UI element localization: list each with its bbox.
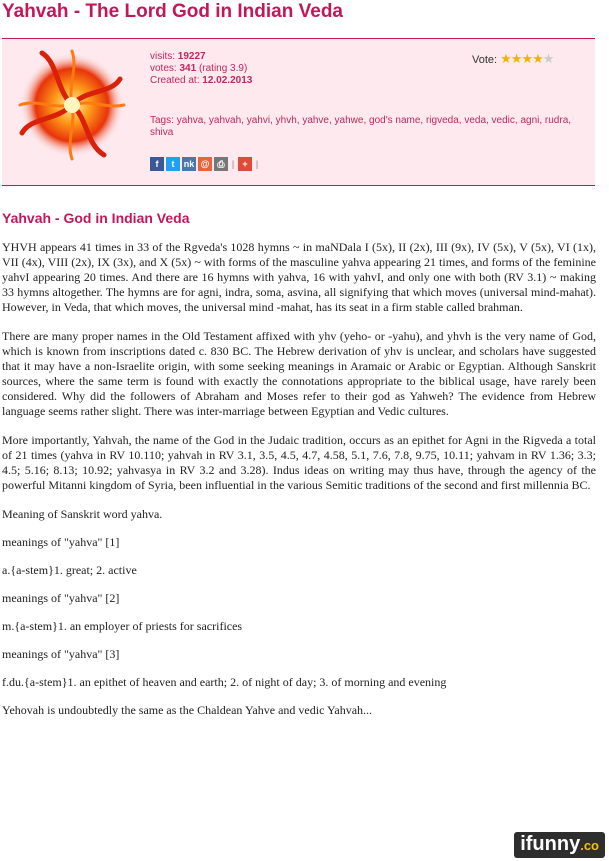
created-date: 12.02.2013 xyxy=(202,75,253,86)
star-icon[interactable]: ★ xyxy=(510,51,522,66)
votes-count: 341 xyxy=(179,63,197,74)
paragraph: Yehovah is undoubtedly the same as the Chaldean Yahve and vedic Yahvah... xyxy=(2,703,373,717)
vote-widget xyxy=(472,51,553,67)
rating-text: (rating 3.9) xyxy=(198,63,248,74)
facebook-icon[interactable]: f xyxy=(150,157,164,171)
paragraph: m.{a-stem}1. an employer of priests for sacrifices xyxy=(2,619,243,633)
share-bar xyxy=(150,157,260,171)
created-row xyxy=(150,75,580,87)
watermark-suffix: .co xyxy=(580,838,599,853)
paragraph: meanings of "yahva" [1] xyxy=(2,535,120,549)
paragraph: More importantly, Yahvah, the name of the God in the Judaic tradition, occurs as an epithet for Agni in the Rigveda a total of 21 times (yahva in RV 10.110; yahvah in RV 3.1, 3.5, 4.5, 4.7, 4.58, 5.1, 7.6, 7.8, 9.75, 10.11; yahvam in RV 1.36; 3.3; 4.5; 5.16; 8.13; 10.92; yahvasya in RV 3.2 and 3.28). Indus ideas on writing may thus have, through the agency of the powerful Mitanni kingdom of Syria, been influential in the various Semitic traditions of the second and first millennia BC. xyxy=(2,433,596,492)
rating-stars[interactable] xyxy=(500,51,553,66)
plus-icon[interactable]: + xyxy=(238,157,252,171)
created-label: Created at: xyxy=(150,75,200,86)
info-box xyxy=(2,38,595,186)
separator: | xyxy=(231,159,235,169)
visits-label: visits: xyxy=(150,51,175,62)
tags-list[interactable]: yahva, yahvah, yahvi, yhvh, yahve, yahwe, god's name, rigveda, veda, vedic, agni, rudra, shiva xyxy=(150,115,572,138)
star-icon[interactable]: ★ xyxy=(542,51,554,66)
print-icon[interactable]: ⎙ xyxy=(214,157,228,171)
mail-icon[interactable]: @ xyxy=(198,157,212,171)
paragraph: a.{a-stem}1. great; 2. active xyxy=(2,563,137,577)
article-body xyxy=(2,240,596,731)
vk-icon[interactable]: nk xyxy=(183,159,195,169)
paragraph: There are many proper names in the Old Testament affixed with yhv (yeho- or -yahu), and yhvh is the very name of God, which is known from inscriptions dated c. 830 BC. The Hebrew derivation of yhv is unclear, and scholars have suggested that it may have a non-Israelite origin, with some seeking meanings in Aramaic or Arabic or Egyptian. Although Sanskrit sources, where the same term is found with exactly the connotations appropriate to the biblical usage, have rarely been considered. Why did the followers of Abraham and Moses refer to their god as Yahweh? The evidence from Hebrew language seems rather slight. There was inter-marriage between Egyptian and Vedic cultures. xyxy=(2,329,596,418)
votes-label: votes: xyxy=(150,63,177,74)
tags xyxy=(150,115,580,139)
star-icon[interactable]: ★ xyxy=(532,51,543,66)
paragraph: meanings of "yahva" [3] xyxy=(2,647,120,661)
ifunny-watermark xyxy=(514,832,605,858)
star-icon[interactable]: ★ xyxy=(500,51,511,66)
page-title: Yahvah - The Lord God in Indian Veda xyxy=(2,1,343,22)
watermark-text: ifunny xyxy=(520,833,581,855)
spiral-fire-logo xyxy=(16,49,128,161)
vote-label: Vote: xyxy=(472,54,498,66)
twitter-icon[interactable]: t xyxy=(166,157,180,171)
star-icon[interactable]: ★ xyxy=(521,51,533,66)
paragraph: meanings of "yahva" [2] xyxy=(2,591,120,605)
tags-label: Tags: xyxy=(150,115,174,126)
visits-count: 19227 xyxy=(177,51,206,62)
paragraph: f.du.{a-stem}1. an epithet of heaven and earth; 2. of night of day; 3. of morning and evening xyxy=(2,675,447,689)
paragraph: YHVH appears 41 times in 33 of the Rgveda's 1028 hymns ~ in maNDala I (5x), II (2x), III (9x), IV (5x), V (5x), VI (1x), VII (4x), VIII (2x), IX (3x), and X (5x) ~ with forms of the masculine yahva appearing 21 times, and forms of the feminine yahvI appearing 20 times. And there are 16 hymns with yahva, 16 with yahvI, and only one with both (RV 3.1) ~ making 33 hymns altogether. The hymns are for agni, indra, soma, asvina, all signifying that which moves (universal mind-mahat). However, in Veda, that which moves, the universal mind -mahat, has its seat in a firm stable called brahman. xyxy=(2,240,596,314)
separator: | xyxy=(255,159,259,169)
paragraph: Meaning of Sanskrit word yahva. xyxy=(2,507,163,521)
article-title: Yahvah - God in Indian Veda xyxy=(2,210,190,226)
